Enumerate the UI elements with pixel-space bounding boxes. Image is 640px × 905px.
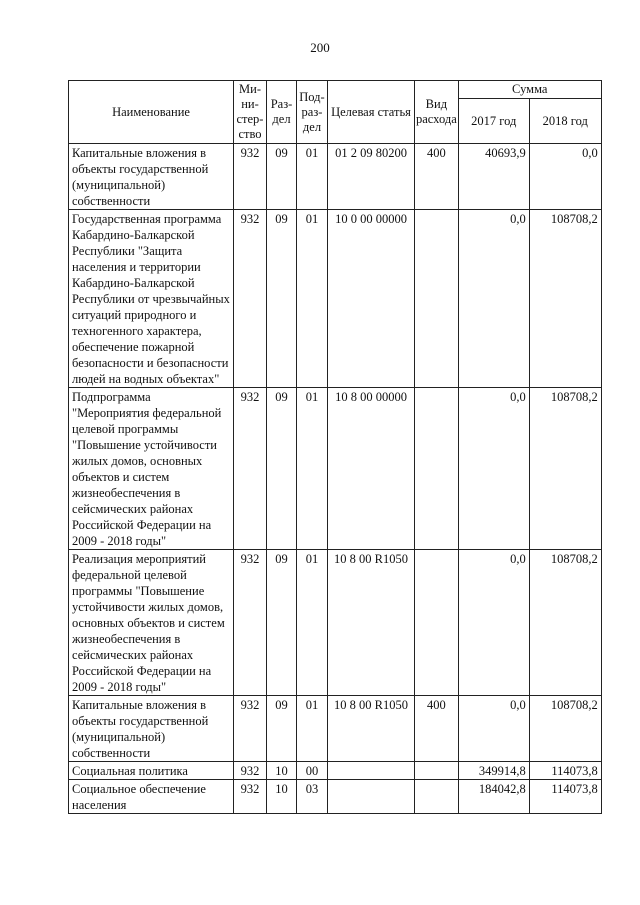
cell-ministry: 932 (234, 388, 267, 550)
cell-target-article: 10 8 00 R1050 (328, 550, 415, 696)
cell-sum-2017: 0,0 (458, 550, 529, 696)
cell-sum-2017: 0,0 (458, 388, 529, 550)
cell-sum-2017: 0,0 (458, 696, 529, 762)
table-row (69, 780, 602, 814)
cell-sum-2017: 0,0 (458, 210, 529, 388)
header-year-2018: 2018 год (529, 99, 601, 144)
cell-sum-2018: 108708,2 (529, 550, 601, 696)
cell-sum-2017: 349914,8 (458, 762, 529, 780)
cell-sum-2018: 108708,2 (529, 210, 601, 388)
table-row (69, 696, 602, 762)
cell-ministry: 932 (234, 780, 267, 814)
header-target-article: Целевая статья (328, 81, 415, 144)
cell-target-article: 10 8 00 00000 (328, 388, 415, 550)
cell-target-article (328, 762, 415, 780)
cell-subsection: 03 (297, 780, 328, 814)
cell-section: 09 (267, 210, 297, 388)
cell-sum-2017: 40693,9 (458, 144, 529, 210)
cell-ministry: 932 (234, 696, 267, 762)
header-ministry: Ми-ни-стер-ство (234, 81, 267, 144)
cell-name: Капитальные вложения в объекты государственной (муниципальной) собственности (69, 144, 234, 210)
table-row (69, 388, 602, 550)
cell-section: 10 (267, 762, 297, 780)
cell-subsection: 01 (297, 144, 328, 210)
cell-name: Социальное обеспечение населения (69, 780, 234, 814)
cell-name: Государственная программа Кабардино-Балкарской Республики "Защита населения и территории Кабардино-Балкарской Республики от чрезвычайных ситуаций природного и техногенного характера, обеспечение пожарной безопасности и безопасности людей на водных объектах" (69, 210, 234, 388)
cell-subsection: 01 (297, 550, 328, 696)
cell-name: Реализация мероприятий федеральной целевой программы "Повышение устойчивости жилых домов, основных объектов и систем жизнеобеспечения в сейсмических районах Российской Федерации на 2009 - 2018 годы" (69, 550, 234, 696)
cell-expense-type (415, 388, 459, 550)
table-row (69, 762, 602, 780)
cell-sum-2017: 184042,8 (458, 780, 529, 814)
cell-expense-type (415, 762, 459, 780)
header-section: Раз-дел (267, 81, 297, 144)
cell-name: Социальная политика (69, 762, 234, 780)
budget-table (68, 80, 602, 814)
cell-expense-type: 400 (415, 696, 459, 762)
cell-subsection: 01 (297, 388, 328, 550)
cell-expense-type (415, 210, 459, 388)
cell-sum-2018: 114073,8 (529, 762, 601, 780)
cell-section: 09 (267, 696, 297, 762)
cell-ministry: 932 (234, 550, 267, 696)
cell-section: 10 (267, 780, 297, 814)
cell-section: 09 (267, 550, 297, 696)
table-row (69, 550, 602, 696)
cell-subsection: 01 (297, 696, 328, 762)
cell-sum-2018: 114073,8 (529, 780, 601, 814)
table-row (69, 144, 602, 210)
cell-expense-type (415, 780, 459, 814)
cell-target-article: 10 0 00 00000 (328, 210, 415, 388)
cell-sum-2018: 0,0 (529, 144, 601, 210)
cell-target-article (328, 780, 415, 814)
table-header (69, 81, 602, 144)
cell-target-article: 01 2 09 80200 (328, 144, 415, 210)
header-sum: Сумма (458, 81, 601, 99)
header-expense-type: Вид расхода (415, 81, 459, 144)
header-year-2017: 2017 год (458, 99, 529, 144)
cell-target-article: 10 8 00 R1050 (328, 696, 415, 762)
table-body (69, 144, 602, 814)
cell-section: 09 (267, 144, 297, 210)
cell-subsection: 00 (297, 762, 328, 780)
page-number: 200 (310, 40, 330, 55)
cell-ministry: 932 (234, 144, 267, 210)
cell-sum-2018: 108708,2 (529, 696, 601, 762)
cell-name: Подпрограмма "Мероприятия федеральной целевой программы "Повышение устойчивости жилых домов, основных объектов и систем жизнеобеспечения в сейсмических районах Российской Федерации на 2009 - 2018 годы" (69, 388, 234, 550)
cell-ministry: 932 (234, 210, 267, 388)
cell-ministry: 932 (234, 762, 267, 780)
cell-subsection: 01 (297, 210, 328, 388)
header-name: Наименование (69, 81, 234, 144)
cell-expense-type: 400 (415, 144, 459, 210)
header-subsection: Под-раз-дел (297, 81, 328, 144)
cell-sum-2018: 108708,2 (529, 388, 601, 550)
cell-name: Капитальные вложения в объекты государственной (муниципальной) собственности (69, 696, 234, 762)
cell-expense-type (415, 550, 459, 696)
table-row (69, 210, 602, 388)
cell-section: 09 (267, 388, 297, 550)
